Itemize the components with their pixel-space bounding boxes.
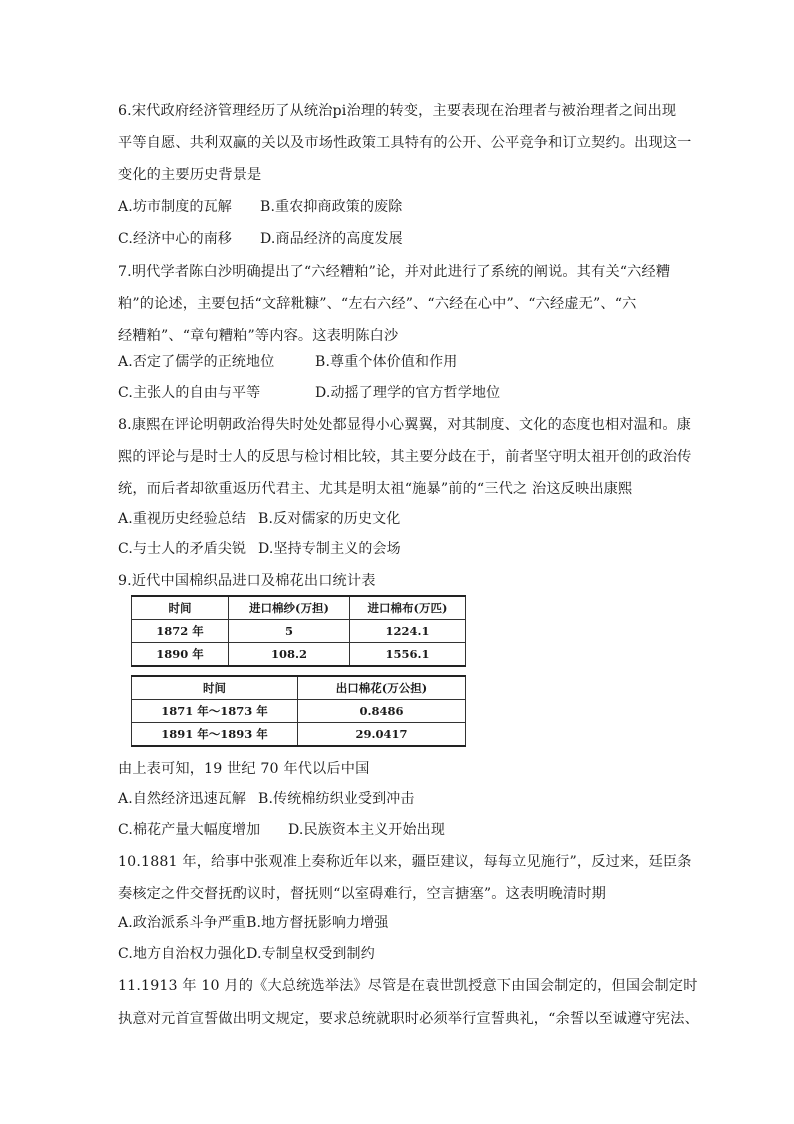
table-cell: 1224.1 (350, 620, 466, 643)
q8-line-2: 熙的评论与是时士人的反思与检讨相比较，其主要分歧在于，前者坚守明太祖开创的政治传 (118, 449, 692, 465)
q10-options-row-2 (118, 944, 375, 964)
q10-option-d: D.专制皇权受到制约 (246, 946, 375, 962)
q6-option-b: B.重农抑商政策的废除 (260, 199, 403, 215)
table-cell: 29.0417 (298, 723, 466, 747)
q8-option-b: B.反对儒家的历史文化 (258, 511, 401, 527)
q7-line-1: 7.明代学者陈白沙明确提出了“六经糟粕”论，并对此进行了系统的阐说。其有关“六经糟 (118, 264, 671, 280)
q10-option-b: B.地方督抚影响力增强 (246, 915, 389, 931)
q11-line-1: 11.1913 年 10 月的《大总统选举法》尽管是在袁世凯授意下由国会制定的，但国会制定时 (118, 978, 698, 994)
table-cell: 1556.1 (350, 643, 466, 667)
table-row (132, 643, 466, 667)
q9-option-b: B.传统棉纺织业受到冲击 (258, 791, 415, 807)
q9-options-row-1 (118, 789, 415, 809)
table-row (132, 700, 466, 723)
q7-options-row-2 (118, 383, 500, 403)
table-header: 进口棉布(万匹) (350, 596, 466, 620)
q7-options-row-1 (118, 352, 457, 372)
q9-stem: 由上表可知，19 世纪 70 年代以后中国 (118, 761, 370, 777)
q6-option-c: C.经济中心的南移 (118, 231, 233, 247)
q7-option-d: D.动摇了理学的官方哲学地位 (315, 385, 501, 401)
table-cell: 1872 年 (132, 620, 229, 643)
q10-options-row-1 (118, 913, 388, 933)
q7-option-c: C.主张人的自由与平等 (118, 385, 261, 401)
q6-line-1: 6.宋代政府经济管理经历了从统治pi治理的转变，主要表现在治理者与被治理者之间出现 (118, 103, 677, 119)
table-cell: 108.2 (229, 643, 350, 667)
table-cell: 1891 年～1893 年 (132, 723, 298, 747)
table-row (132, 723, 466, 747)
table-cell: 0.8486 (298, 700, 466, 723)
q8-line-3: 统，而后者却欲重返历代君主、尤其是明太祖“施暴”前的“三代之 治这反映出康熙 (118, 481, 633, 497)
q9-option-d: D.民族资本主义开始出现 (288, 822, 445, 838)
q7-line-3: 经糟粕”、“章句糟粕”等内容。这表明陈白沙 (118, 328, 399, 344)
q7-option-b: B.尊重个体价值和作用 (315, 354, 458, 370)
table-header: 时间 (132, 676, 298, 700)
table-header: 进口棉纱(万担) (229, 596, 350, 620)
q10-line-1: 10.1881 年，给事中张观准上奏称近年以来，疆臣建议，每每立见施行”，反过来，廷臣条 (118, 854, 692, 870)
q8-line-1: 8.康熙在评论明朝政治得失时处处都显得小心翼翼，对其制度、文化的态度也相对温和。康 (118, 417, 692, 433)
q9-title: 9.近代中国棉织品进口及棉花出口统计表 (118, 573, 376, 589)
q10-option-a: A.政治派系斗争严重 (118, 915, 247, 931)
table-header-row (132, 676, 466, 700)
q6-options-row-1 (118, 197, 402, 217)
table-header: 出口棉花(万公担) (298, 676, 466, 700)
q10-option-c: C.地方自治权力强化 (118, 946, 247, 962)
table-cell: 1871 年～1873 年 (132, 700, 298, 723)
q8-option-c: C.与士人的矛盾尖锐 (118, 541, 247, 557)
q6-option-d: D.商品经济的高度发展 (260, 231, 403, 247)
q9-option-a: A.自然经济迅速瓦解 (118, 791, 247, 807)
q8-options-row-1 (118, 509, 400, 529)
q7-option-a: A.否定了儒学的正统地位 (118, 354, 275, 370)
q6-line-3: 变化的主要历史背景是 (118, 167, 262, 183)
table-cell: 1890 年 (132, 643, 229, 667)
import-table (131, 595, 466, 667)
export-table (131, 675, 466, 747)
q9-options-row-2 (118, 820, 445, 840)
table-cell: 5 (229, 620, 350, 643)
q6-options-row-2 (118, 229, 403, 249)
q6-line-2: 平等自愿、共利双赢的关以及市场性政策工具特有的公开、公平竞争和订立契约。出现这一 (118, 135, 692, 151)
q8-option-a: A.重视历史经验总结 (118, 511, 247, 527)
q11-line-2: 执意对元首宣誓做出明文规定，要求总统就职时必须举行宣誓典礼，“余誓以至诚遵守宪法、 (118, 1011, 699, 1027)
q7-line-2: 粕”的论述，主要包括“文辞粃糠”、“左右六经”、“六经在心中”、“六经虚无”、“六 (118, 296, 637, 312)
q8-options-row-2 (118, 539, 401, 559)
q6-option-a: A.坊市制度的瓦解 (118, 199, 232, 215)
q9-option-c: C.棉花产量大幅度增加 (118, 822, 261, 838)
table-row (132, 620, 466, 643)
table-header-row (132, 596, 466, 620)
q10-line-2: 奏核定之件交督抚酌议时，督抚则“以室碍难行，空言搪塞”。这表明晚清时期 (118, 886, 606, 902)
table-header: 时间 (132, 596, 229, 620)
q8-option-d: D.坚持专制主义的会场 (258, 541, 401, 557)
